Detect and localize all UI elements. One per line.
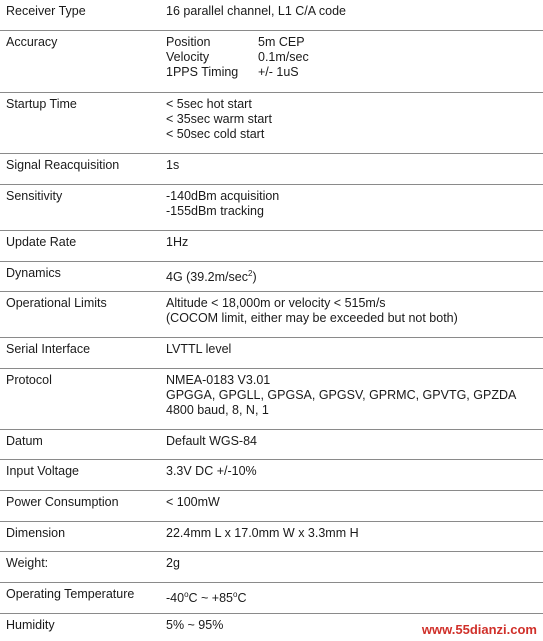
spec-value xyxy=(166,266,257,285)
spec-value xyxy=(166,35,309,81)
spec-value xyxy=(166,587,247,606)
temp-unit: C xyxy=(237,591,247,606)
limits-line-1: Altitude < 18,000m or velocity < 515m/s xyxy=(166,296,386,310)
spec-row-receiver-type xyxy=(0,0,543,31)
protocol-sentences: GPGGA, GPGLL, GPGSA, GPGSV, GPRMC, GPVTG, GPZDA xyxy=(166,388,517,403)
accuracy-timing-label: 1PPS Timing xyxy=(166,65,239,80)
dynamics-superscript: 2 xyxy=(247,269,253,278)
spec-label: Weight: xyxy=(6,556,49,570)
spec-label: Power Consumption xyxy=(6,495,119,509)
protocol-baud: 4800 baud, 8, N, 1 xyxy=(166,403,269,418)
spec-row-update-rate xyxy=(0,231,543,262)
spec-row-sensitivity xyxy=(0,185,543,231)
spec-label: Dimension xyxy=(6,526,66,540)
site-watermark: www.55dianzi.com xyxy=(421,622,537,637)
spec-value xyxy=(166,97,272,143)
spec-value: 1Hz xyxy=(166,235,189,249)
spec-label: Datum xyxy=(6,434,43,448)
spec-row-power-consumption xyxy=(0,491,543,522)
temp-mid: C ~ +85 xyxy=(188,591,234,606)
startup-cold: < 50sec cold start xyxy=(166,127,265,142)
accuracy-velocity-value: 0.1m/sec xyxy=(258,50,309,65)
spec-label: Sensitivity xyxy=(6,189,63,203)
spec-row-datum xyxy=(0,430,543,460)
spec-value: Default WGS-84 xyxy=(166,434,258,448)
spec-row-accuracy xyxy=(0,31,543,93)
startup-warm: < 35sec warm start xyxy=(166,112,272,127)
spec-row-operating-temperature xyxy=(0,583,543,614)
spec-label: Accuracy xyxy=(6,35,58,49)
spec-label: Operational Limits xyxy=(6,296,107,310)
spec-label: Input Voltage xyxy=(6,464,79,478)
spec-label: Update Rate xyxy=(6,235,77,249)
spec-value: LVTTL level xyxy=(166,342,232,356)
spec-value: 22.4mm L x 17.0mm W x 3.3mm H xyxy=(166,526,359,540)
dynamics-main: 4G (39.2m/sec xyxy=(166,270,248,285)
degree-superscript: o xyxy=(184,590,189,599)
spec-label: Humidity xyxy=(6,618,55,632)
spec-row-signal-reacquisition xyxy=(0,154,543,185)
accuracy-timing-value: +/- 1uS xyxy=(258,65,299,80)
protocol-version: NMEA-0183 V3.01 xyxy=(166,373,271,387)
spec-row-dynamics xyxy=(0,262,543,292)
spec-row-startup-time xyxy=(0,93,543,154)
dynamics-tail: ) xyxy=(252,270,257,285)
degree-superscript: o xyxy=(233,590,238,599)
sensitivity-acquisition: -140dBm acquisition xyxy=(166,189,280,203)
spec-value xyxy=(166,189,279,219)
spec-value xyxy=(166,296,458,326)
spec-row-protocol xyxy=(0,369,543,430)
spec-value: 1s xyxy=(166,158,180,172)
spec-value: 2g xyxy=(166,556,180,570)
temp-low: -40 xyxy=(166,591,185,606)
spec-row-operational-limits xyxy=(0,292,543,338)
spec-label: Receiver Type xyxy=(6,4,86,18)
spec-value: < 100mW xyxy=(166,495,220,509)
accuracy-position-label: Position xyxy=(166,35,211,49)
spec-label: Serial Interface xyxy=(6,342,91,356)
spec-label: Operating Temperature xyxy=(6,587,135,601)
accuracy-velocity-label: Velocity xyxy=(166,50,210,65)
spec-label: Signal Reacquisition xyxy=(6,158,120,172)
spec-label: Startup Time xyxy=(6,97,77,111)
sensitivity-tracking: -155dBm tracking xyxy=(166,204,264,219)
spec-value xyxy=(166,373,516,419)
startup-hot: < 5sec hot start xyxy=(166,97,252,111)
spec-value: 16 parallel channel, L1 C/A code xyxy=(166,4,346,18)
spec-label: Dynamics xyxy=(6,266,61,280)
spec-row-input-voltage xyxy=(0,460,543,491)
spec-value: 3.3V DC +/-10% xyxy=(166,464,257,478)
spec-row-weight xyxy=(0,552,543,583)
limits-line-2: (COCOM limit, either may be exceeded but not both) xyxy=(166,311,458,326)
accuracy-position-value: 5m CEP xyxy=(258,35,305,49)
spec-row-serial-interface xyxy=(0,338,543,369)
spec-row-dimension xyxy=(0,522,543,552)
spec-label: Protocol xyxy=(6,373,52,387)
spec-value: 5% ~ 95% xyxy=(166,618,224,632)
